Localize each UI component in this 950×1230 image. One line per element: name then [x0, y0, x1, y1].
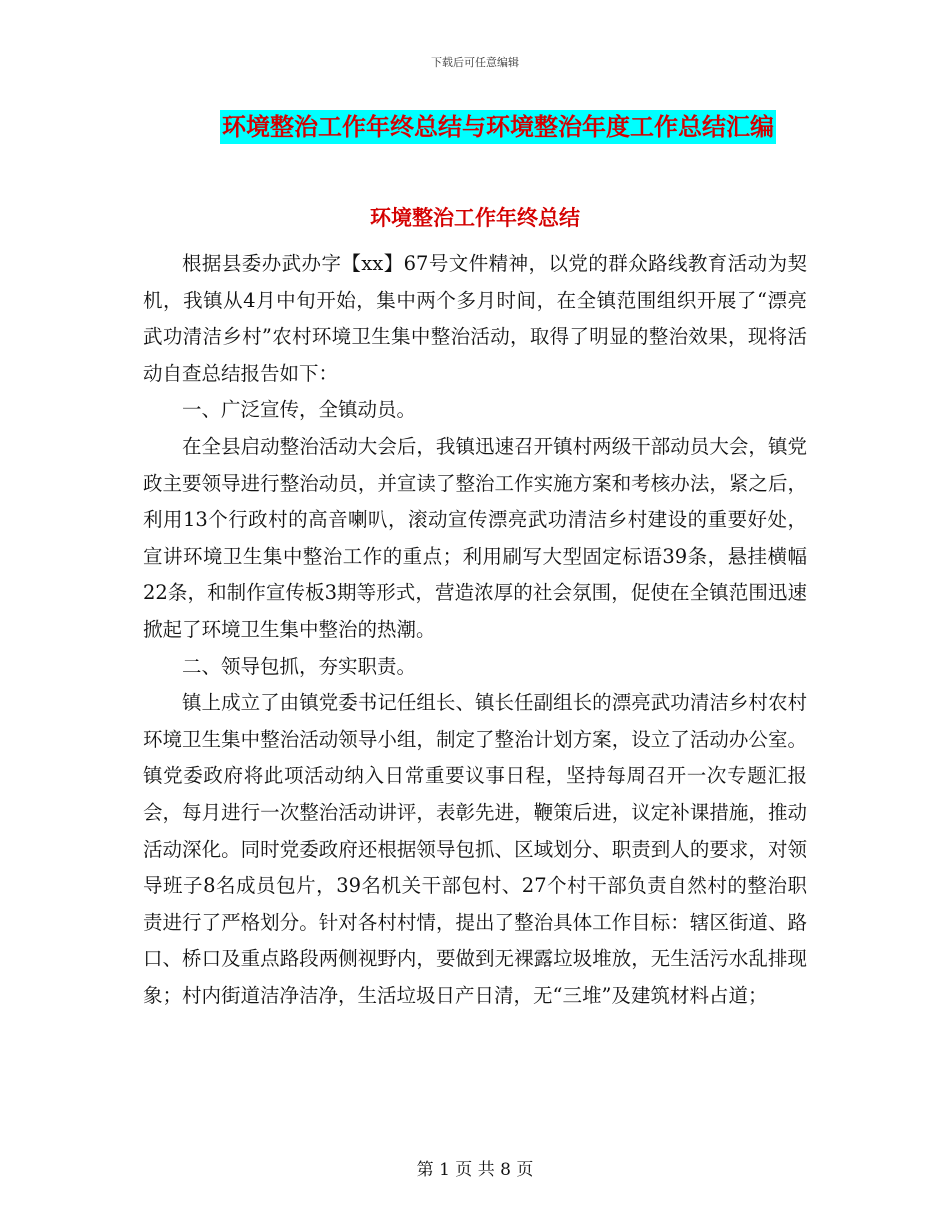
paragraph-heading-2: 二、领导包抓，夯实职责。 — [182, 654, 417, 678]
main-title: 环境整治工作年终总结与环境整治年度工作总结汇编 — [220, 110, 776, 144]
section-title: 环境整治工作年终总结 — [370, 205, 580, 230]
page-number: 第 1 页 共 8 页 — [416, 1160, 534, 1180]
main-title-container — [0, 110, 950, 144]
paragraph-publicity: 在全县启动整治活动大会后，我镇迅速召开镇村两级干部动员大会，镇党政主要领导进行整治动员，并宣读了整治工作实施方案和考核办法，紧之后，利用13个行政村的高音喇叭，滚动宣传漂亮武功清洁乡村建设的重要好处，宣讲环境卫生集中整治工作的重点；利用刷写大型固定标语39条，悬挂横幅22条，和制作宣传板3期等形式，营造浓厚的社会氛围，促使在全镇范围迅速掀起了环境卫生集中整治的热潮。 — [143, 434, 807, 641]
body-text — [143, 246, 807, 1014]
paragraph-leadership: 镇上成立了由镇党委书记任组长、镇长任副组长的漂亮武功清洁乡村农村环境卫生集中整治活动领导小组，制定了整治计划方案，设立了活动办公室。镇党委政府将此项活动纳入日常重要议事日程，坚持每周召开一次专题汇报会，每月进行一次整治活动讲评，表彰先进，鞭策后进，议定补课措施，推动活动深化。同时党委政府还根据领导包抓、区域划分、职责到人的要求，对领导班子8名成员包片，39名机关干部包村、27个村干部负责自然村的整治职责进行了严格划分。针对各村村情，提出了整治具体工作目标：辖区街道、路口、桥口及重点路段两侧视野内，要做到无裸露垃圾堆放，无生活污水乱排现象；村内街道洁净洁净，生活垃圾日产日清，无“三堆”及建筑材料占道； — [143, 691, 807, 1007]
paragraph-intro: 根据县委办武办字【xx】67号文件精神，以党的群众路线教育活动为契机，我镇从4月中旬开始，集中两个多月时间，在全镇范围组织开展了“漂亮武功清洁乡村”农村环境卫生集中整治活动，取得了明显的整治效果，现将活动自查总结报告如下： — [143, 252, 807, 385]
paragraph-heading-1: 一、广泛宣传，全镇动员。 — [182, 398, 417, 422]
header-note: 下载后可任意编辑 — [431, 56, 519, 69]
